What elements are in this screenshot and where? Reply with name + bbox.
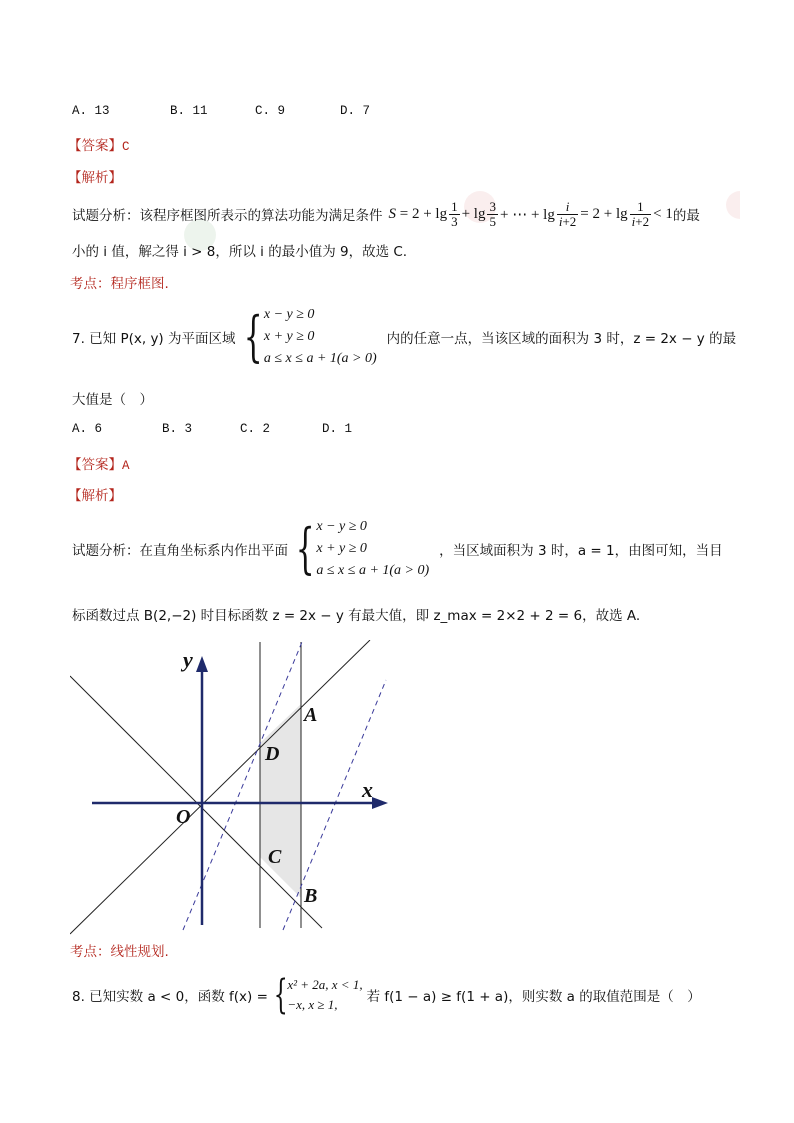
label-point-b: B xyxy=(304,885,318,907)
analysis-tag: 【解析】 xyxy=(68,170,122,186)
brace-icon: { xyxy=(295,517,315,580)
q7-option-a: A. 6 xyxy=(72,422,103,436)
q7-constraint-2: x + y ≥ 0 xyxy=(263,329,315,344)
q6-analysis-text: 试题分析：该程序框图所表示的算法功能为满足条件 xyxy=(72,208,383,224)
q7-constraint-1: x − y ≥ 0 xyxy=(263,307,315,322)
x-axis-arrow-icon xyxy=(372,797,388,809)
q7-option-c: C. 2 xyxy=(240,422,271,436)
q7-analysis-line2: 标函数过点 B(2,−2) 时目标函数 z = 2x − y 有最大值，即 z_max = 2×2 + 2 = 6，故选 A. xyxy=(72,608,641,624)
answer-value: C xyxy=(122,140,130,154)
q7-option-b: B. 3 xyxy=(162,422,193,436)
q8-stem-suffix: 若 f(1 − a) ≥ f(1 + a)，则实数 a 的取值范围是（ ） xyxy=(366,989,701,1005)
q8-stem-prefix: 8. 已知实数 a < 0，函数 f(x) = xyxy=(72,989,268,1005)
q6-kaodian: 考点：程序框图. xyxy=(70,276,169,292)
answer-tag: 【答案】 xyxy=(68,138,122,154)
q6-analysis-tail: 的最 xyxy=(672,208,700,224)
q6-option-c: C. 9 xyxy=(255,104,286,118)
q7-option-d: D. 1 xyxy=(322,422,353,436)
q7-analysis-prefix: 试题分析：在直角坐标系内作出平面 xyxy=(72,543,288,559)
q7-constraint-3: a ≤ x ≤ a + 1(a > 0) xyxy=(263,351,377,366)
label-origin: O xyxy=(176,806,191,828)
label-point-d: D xyxy=(265,743,280,765)
q7-kaodian: 考点：线性规划. xyxy=(70,944,169,960)
brace-icon: { xyxy=(243,305,263,368)
q8-case-2: −x, x ≥ 1, xyxy=(287,997,338,1012)
q8-case-1: x² + 2a, x < 1, xyxy=(287,977,363,992)
q6-formula: S = 2 + lg $\frac{1}{3}$ + lg $\frac{3}{5}$ + ⋯ + lg $\frac{i}{i+2}$ = 2 + lg $\frac{1}{i+2}$ < 1 xyxy=(388,198,673,229)
q7-analysis-constraint-2: x + y ≥ 0 xyxy=(316,541,367,556)
q8-piecewise xyxy=(268,972,363,1018)
brace-icon: { xyxy=(273,972,288,1018)
q7-stem xyxy=(72,300,736,374)
line-y-equals-x xyxy=(70,640,370,934)
q8-stem xyxy=(72,970,701,1020)
label-y: y xyxy=(183,647,193,672)
feasible-region xyxy=(260,704,301,898)
label-x: x xyxy=(362,777,373,802)
q7-analysis-system xyxy=(288,516,429,582)
q7-analysis-constraint-3: a ≤ x ≤ a + 1(a > 0) xyxy=(316,563,430,578)
q6-analysis-line2: 小的 i 值，解之得 i > 8，所以 i 的最小值为 9，故选 C. xyxy=(72,244,408,260)
q6-option-a: A. 13 xyxy=(72,104,110,118)
q7-answer-line xyxy=(68,453,130,473)
q6-option-b: B. 11 xyxy=(170,104,208,118)
q6-analysis-line1 xyxy=(72,196,700,232)
q6-option-d: D. 7 xyxy=(340,104,371,118)
linear-programming-figure xyxy=(70,640,400,940)
analysis-tag: 【解析】 xyxy=(68,488,122,504)
q6-answer-line xyxy=(68,134,130,154)
answer-tag: 【答案】 xyxy=(68,457,122,473)
label-point-c: C xyxy=(268,846,282,868)
q7-analysis-constraint-1: x − y ≥ 0 xyxy=(316,519,367,534)
q7-analysis-line1 xyxy=(72,512,723,586)
q7-analysis-suffix: ，当区域面积为 3 时，a = 1，由图可知，当目 xyxy=(439,543,723,559)
q7-stem-prefix: 7. 已知 P(x, y) 为平面区域 xyxy=(72,331,236,347)
q7-system xyxy=(236,304,377,370)
answer-value: A xyxy=(122,459,130,473)
q7-stem-suffix: 内的任意一点，当该区域的面积为 3 时，z = 2x − y 的最 xyxy=(386,331,737,347)
q7-stem-line2: 大值是（ ） xyxy=(72,392,153,408)
label-point-a: A xyxy=(304,704,318,726)
y-axis-arrow-icon xyxy=(196,656,208,672)
